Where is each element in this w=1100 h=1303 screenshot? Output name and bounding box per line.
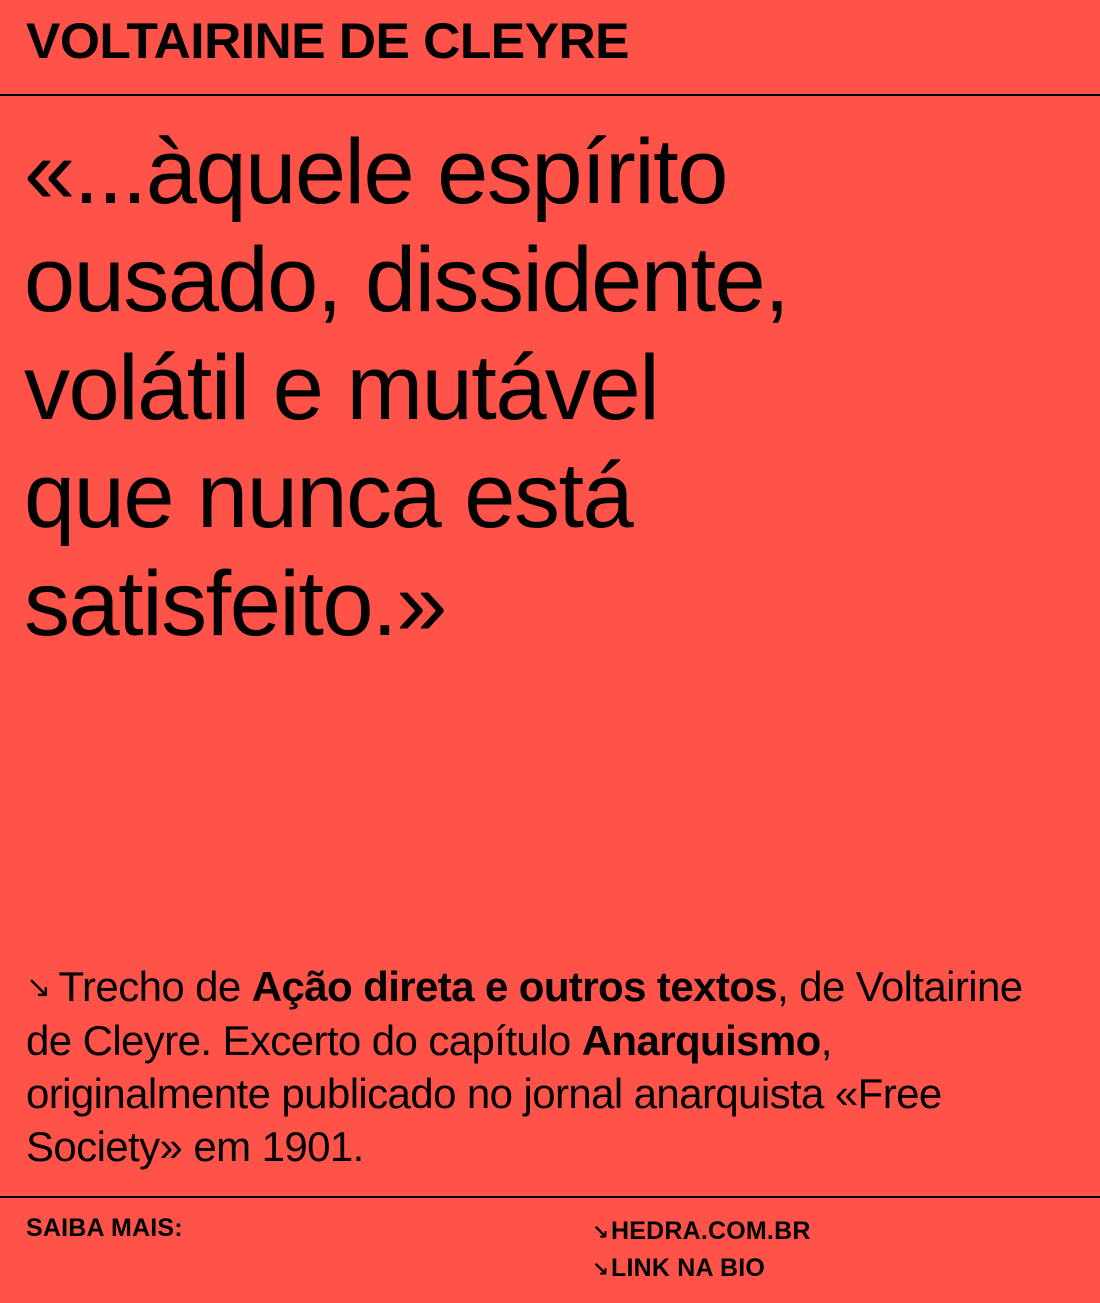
quote-line: satisfeito.»	[24, 553, 446, 655]
header-bar	[0, 0, 1100, 96]
saiba-mais-label: SAIBA MAIS:	[26, 1214, 183, 1242]
source-caption	[26, 960, 1076, 1173]
arrow-down-right-icon: ↘	[592, 1222, 609, 1244]
quote-text	[24, 118, 1084, 658]
link-na-bio[interactable]	[592, 1251, 811, 1288]
caption-intro: Trecho de	[58, 963, 252, 1010]
caption-text: , originalmente publicado no jornal anarquista «Free Society» em 1901.	[26, 1017, 942, 1170]
link-na-bio-label: LINK NA BIO	[610, 1254, 766, 1282]
arrow-down-right-icon: ↘	[26, 971, 51, 1004]
quote-line: «...àquele espírito	[24, 121, 727, 223]
quote-line: que nunca está	[24, 445, 633, 547]
quote-line: volátil e mutável	[24, 337, 659, 439]
footer-bar	[0, 1196, 1100, 1303]
footer-links	[592, 1214, 811, 1288]
arrow-down-right-icon: ↘	[592, 1259, 609, 1281]
quote-line: ousado, dissidente,	[24, 229, 789, 331]
link-hedra-label: HEDRA.COM.BR	[610, 1217, 811, 1245]
book-title: Ação direta e outros textos	[251, 963, 778, 1010]
chapter-title: Anarquismo	[581, 1017, 821, 1064]
author-name: VOLTAIRINE DE CLEYRE	[26, 13, 629, 69]
caption-text: , de Voltairine de Cleyre. Excerto do capítulo	[26, 963, 1023, 1064]
link-hedra[interactable]	[592, 1214, 811, 1251]
